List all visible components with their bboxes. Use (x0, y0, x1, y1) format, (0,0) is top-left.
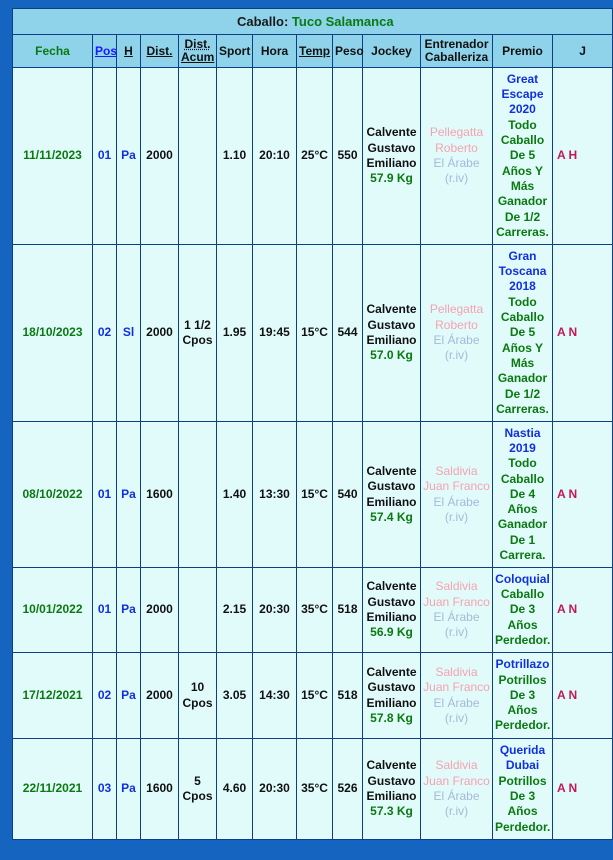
sport-cell: 4.60 (217, 739, 253, 840)
race-history-table (12, 8, 613, 840)
col-dist[interactable] (141, 35, 179, 68)
distance-cell: 2000 (141, 653, 179, 739)
trainer-name[interactable]: Saldivia Juan Franco (423, 758, 490, 788)
trainer-name[interactable]: Saldivia Juan Franco (423, 579, 490, 609)
hora-cell: 20:30 (253, 739, 297, 840)
premio-cell[interactable] (493, 422, 553, 568)
jockey-weight: 57.3 Kg (370, 804, 413, 819)
premio-cell[interactable] (493, 68, 553, 245)
distance-cell: 1600 (141, 739, 179, 840)
col-temp-label: Temp (299, 43, 331, 58)
fecha-cell[interactable]: 18/10/2023 (13, 245, 93, 422)
jockey-cell[interactable] (363, 422, 421, 568)
temp-cell: 15°C (297, 422, 333, 568)
hora-cell: 14:30 (253, 653, 297, 739)
peso-cell: 518 (333, 653, 363, 739)
stable-name[interactable]: El Árabe (r.iv) (433, 156, 480, 186)
col-dist-label: Dist. (146, 43, 173, 58)
pos-cell: 01 (93, 568, 117, 653)
track-cell: Pa (117, 422, 141, 568)
col-h-label: H (124, 43, 133, 58)
fecha-cell[interactable]: 10/01/2022 (13, 568, 93, 653)
sport-cell: 2.15 (217, 568, 253, 653)
stable-name[interactable]: El Árabe (r.iv) (433, 610, 480, 640)
distance-cell: 2000 (141, 68, 179, 245)
pos-cell: 02 (93, 653, 117, 739)
col-entrenador-label: Entrenador (424, 37, 489, 51)
trainer-cell[interactable] (421, 739, 493, 840)
table-row (13, 68, 613, 245)
fecha-cell[interactable]: 22/11/2021 (13, 739, 93, 840)
stable-name[interactable]: El Árabe (r.iv) (433, 494, 480, 524)
sport-cell: 3.05 (217, 653, 253, 739)
peso-cell: 544 (333, 245, 363, 422)
dist-acum-cell (179, 68, 217, 245)
col-pos-link[interactable]: Pos (95, 43, 118, 58)
stable-name[interactable]: El Árabe (r.iv) (433, 695, 480, 725)
jockey-name[interactable]: Calvente Gustavo Emiliano (366, 758, 417, 803)
trainer-name[interactable]: Pellegatta Roberto (429, 302, 484, 332)
premio-name[interactable]: Great Escape 2020 (501, 71, 544, 117)
stable-name[interactable]: El Árabe (r.iv) (433, 333, 480, 363)
jockey-cell[interactable] (363, 68, 421, 245)
premio-cell[interactable] (493, 739, 553, 840)
col-fecha[interactable]: Fecha (13, 35, 93, 68)
dist-acum-cell (179, 568, 217, 653)
jockey-cell[interactable] (363, 245, 421, 422)
pos-cell: 03 (93, 739, 117, 840)
jockey-cell[interactable] (363, 568, 421, 653)
premio-conditions: Potrillos De 3 Años Perdedor. (495, 672, 551, 733)
temp-cell: 15°C (297, 653, 333, 739)
trainer-cell[interactable] (421, 245, 493, 422)
distance-cell: 2000 (141, 568, 179, 653)
premio-conditions: Todo Caballo De 5 Años Y Más Ganador De 1/2 Carreras. (496, 117, 549, 239)
premio-conditions: Caballo De 3 Años Perdedor. (495, 587, 551, 647)
temp-cell: 35°C (297, 568, 333, 653)
col-peso[interactable]: Peso (333, 35, 363, 68)
next-cell: A N (553, 422, 613, 568)
col-temp[interactable] (297, 35, 333, 68)
trainer-name[interactable]: Pellegatta Roberto (429, 125, 484, 155)
table-body (13, 68, 613, 840)
dist-acum-cell: 5 Cpos (179, 739, 217, 840)
horse-title (13, 9, 613, 35)
horse-name: Tuco Salamanca (291, 13, 394, 29)
jockey-weight: 57.0 Kg (370, 348, 413, 363)
trainer-cell[interactable] (421, 68, 493, 245)
pos-cell: 01 (93, 68, 117, 245)
fecha-cell[interactable]: 17/12/2021 (13, 653, 93, 739)
table-row (13, 568, 613, 653)
premio-conditions: Todo Caballo De 5 Años Y Más Ganador De 1/2 Carreras. (496, 294, 549, 416)
col-dist-acum-line1: Dist. (184, 37, 211, 51)
next-cell: A N (553, 245, 613, 422)
title-label: Caballo: (237, 13, 289, 29)
jockey-name[interactable]: Calvente Gustavo Emiliano (366, 579, 417, 624)
trainer-cell[interactable] (421, 568, 493, 653)
dist-acum-cell: 1 1/2 Cpos (179, 245, 217, 422)
distance-cell: 1600 (141, 422, 179, 568)
premio-name[interactable]: Querida Dubai (499, 743, 546, 773)
hora-cell: 19:45 (253, 245, 297, 422)
trainer-cell[interactable] (421, 653, 493, 739)
jockey-name[interactable]: Calvente Gustavo Emiliano (366, 664, 417, 710)
sport-cell: 1.10 (217, 68, 253, 245)
jockey-cell[interactable] (363, 653, 421, 739)
peso-cell: 526 (333, 739, 363, 840)
col-dist-acum-line2: Acum (181, 50, 215, 64)
title-row (13, 9, 613, 35)
temp-cell: 15°C (297, 245, 333, 422)
next-cell: A N (553, 653, 613, 739)
jockey-name[interactable]: Calvente Gustavo Emiliano (366, 125, 417, 170)
trainer-cell[interactable] (421, 422, 493, 568)
peso-cell: 518 (333, 568, 363, 653)
dist-acum-cell: 10 Cpos (179, 653, 217, 739)
table-row (13, 422, 613, 568)
sport-cell: 1.40 (217, 422, 253, 568)
results-frame (12, 8, 588, 840)
pos-cell: 02 (93, 245, 117, 422)
trainer-name[interactable]: Saldivia Juan Franco (423, 664, 490, 695)
jockey-name[interactable]: Calvente Gustavo Emiliano (366, 463, 417, 509)
col-premio[interactable]: Premio (493, 35, 553, 68)
table-row (13, 739, 613, 840)
col-jockey[interactable]: Jockey (363, 35, 421, 68)
col-pos[interactable] (93, 35, 117, 68)
table-row (13, 245, 613, 422)
col-caballeriza-label: Caballeriza (424, 50, 489, 64)
col-dist-acum[interactable] (179, 35, 217, 68)
premio-name[interactable]: Gran Toscana 2018 (498, 248, 547, 294)
next-cell: A N (553, 739, 613, 840)
fecha-cell[interactable]: 11/11/2023 (13, 68, 93, 245)
jockey-weight: 56.9 Kg (370, 625, 413, 640)
hora-cell: 20:10 (253, 68, 297, 245)
track-cell: Pa (117, 653, 141, 739)
premio-cell[interactable] (493, 245, 553, 422)
next-cell: A H (553, 68, 613, 245)
peso-cell: 550 (333, 68, 363, 245)
hora-cell: 20:30 (253, 568, 297, 653)
fecha-cell[interactable]: 08/10/2022 (13, 422, 93, 568)
track-cell: Sl (117, 245, 141, 422)
jockey-weight: 57.4 Kg (370, 509, 413, 524)
premio-name[interactable]: Nastia 2019 (504, 425, 541, 455)
track-cell: Pa (117, 568, 141, 653)
col-next[interactable]: J (553, 35, 613, 68)
premio-name[interactable]: Potrillazo (495, 657, 550, 672)
track-cell: Pa (117, 68, 141, 245)
jockey-weight: 57.9 Kg (370, 171, 413, 186)
peso-cell: 540 (333, 422, 363, 568)
premio-conditions: Potrillos De 3 Años Perdedor. (495, 773, 551, 834)
jockey-cell[interactable] (363, 739, 421, 840)
table-row (13, 653, 613, 739)
trainer-name[interactable]: Saldivia Juan Franco (423, 463, 490, 494)
premio-cell[interactable] (493, 568, 553, 653)
temp-cell: 25°C (297, 68, 333, 245)
jockey-name[interactable]: Calvente Gustavo Emiliano (366, 302, 417, 347)
col-sport[interactable]: Sport (217, 35, 253, 68)
sport-cell: 1.95 (217, 245, 253, 422)
header-row (13, 35, 613, 68)
distance-cell: 2000 (141, 245, 179, 422)
col-entrenador[interactable] (421, 35, 493, 68)
dist-acum-cell (179, 422, 217, 568)
track-cell: Pa (117, 739, 141, 840)
stable-name[interactable]: El Árabe (r.iv) (433, 789, 480, 819)
next-cell: A N (553, 568, 613, 653)
hora-cell: 13:30 (253, 422, 297, 568)
premio-name[interactable]: Coloquial (495, 571, 550, 586)
pos-cell: 01 (93, 422, 117, 568)
premio-conditions: Todo Caballo De 4 Años Ganador De 1 Carrera. (497, 456, 548, 563)
temp-cell: 35°C (297, 739, 333, 840)
jockey-weight: 57.8 Kg (370, 710, 413, 725)
col-h[interactable] (117, 35, 141, 68)
premio-cell[interactable] (493, 653, 553, 739)
col-hora[interactable]: Hora (253, 35, 297, 68)
